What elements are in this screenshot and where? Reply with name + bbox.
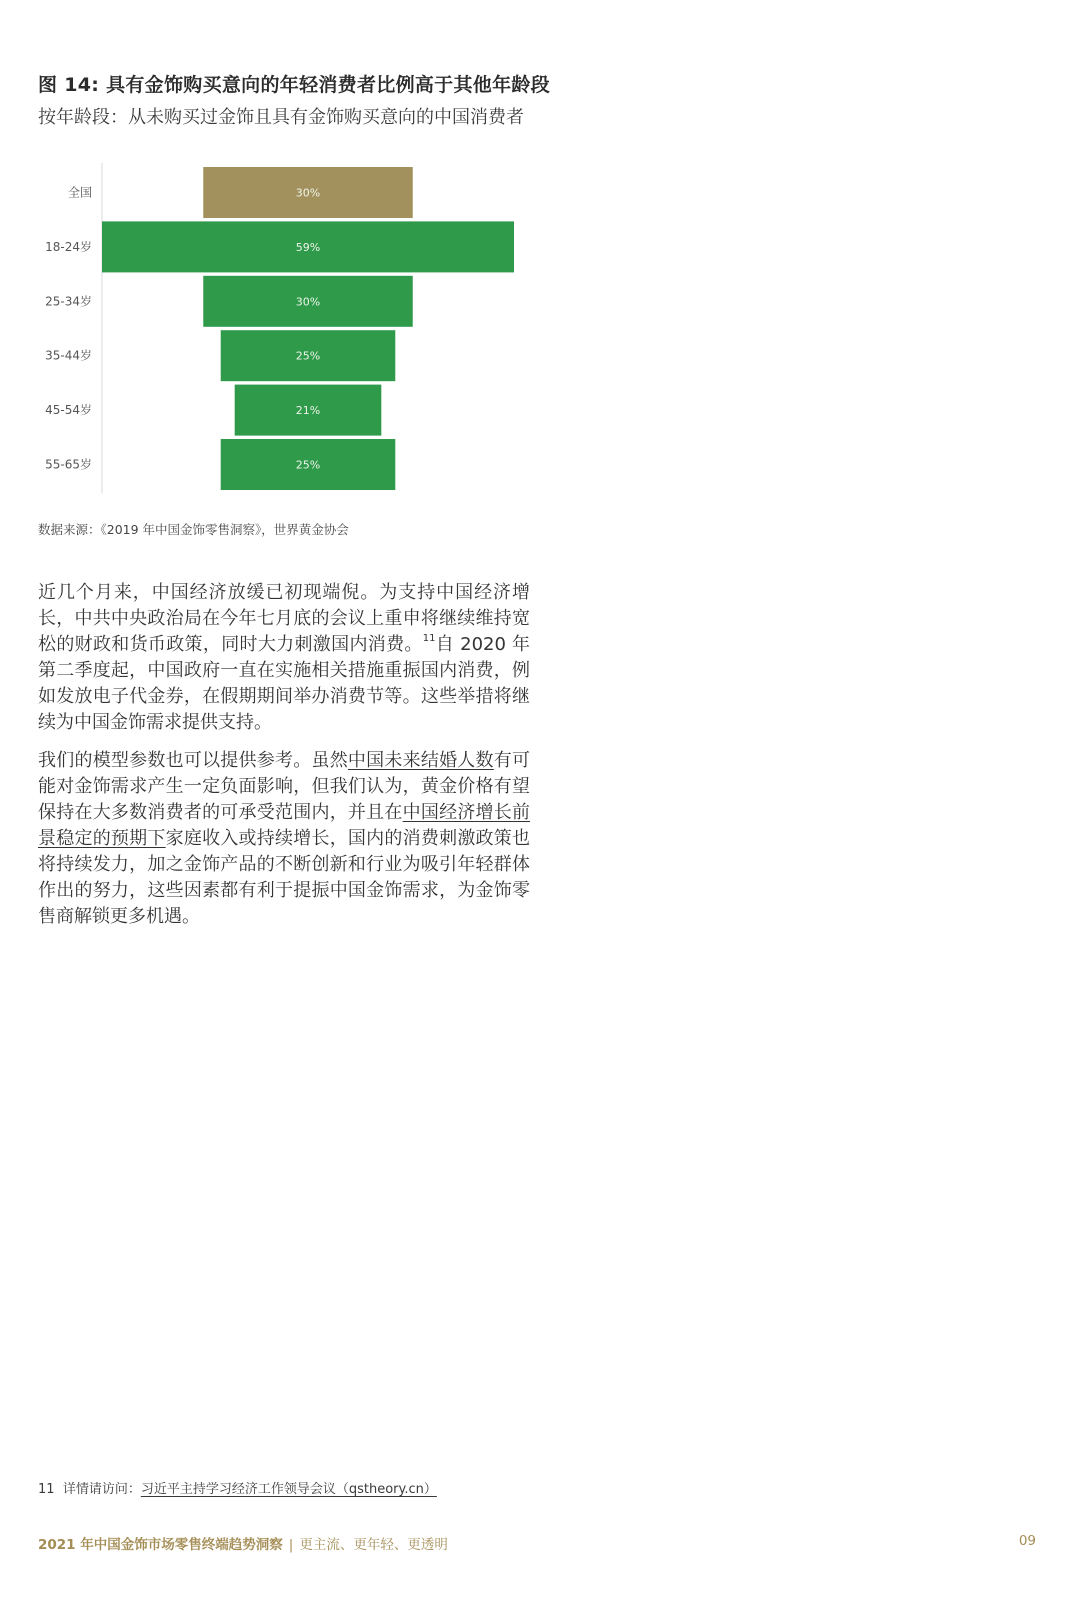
age-funnel-chart xyxy=(30,163,530,495)
para2-text-b: 有可能对金饰需求产生一定负面影响，但我们认为，黄金价格有望保持在大多数消费者的可承受范围内，并且在 xyxy=(38,750,531,823)
para2-text-a: 我们的模型参数也可以提供参考。虽然 xyxy=(38,750,348,771)
footnote xyxy=(38,1478,437,1497)
figure-title: 图 14: 具有金饰购买意向的年轻消费者比例高于其他年龄段 xyxy=(38,74,550,96)
data-source: 数据来源：《2019 年中国金饰零售洞察》，世界黄金协会 xyxy=(38,522,349,537)
page-number: 09 xyxy=(1018,1533,1036,1549)
footnote-ref[interactable]: 11 xyxy=(422,633,436,644)
bar-value-label-0: 30% xyxy=(295,186,321,200)
bar-value-label-4: 21% xyxy=(295,404,321,418)
footnote-link[interactable]: 习近平主持学习经济工作领导会议（qstheory.cn） xyxy=(140,1482,437,1497)
link-economic-outlook[interactable]: 中国经济增长前景稳定的预期下 xyxy=(38,802,531,849)
footnote-label: 详情请访问： xyxy=(62,1482,141,1497)
para1-text-b: 自 2020 年第二季度起，中国政府一直在实施相关措施重振国内消费，例如发放电子代金券，在假期期间举办消费节等。这些举措将继续为中国金饰需求提供支持。 xyxy=(38,634,530,733)
paragraph-1 xyxy=(38,580,530,736)
category-label-0: 全国 xyxy=(67,185,92,200)
para2-text-c: 家庭收入或持续增长，国内的消费刺激政策也将持续发力，加之金饰产品的不断创新和行业为吸引年轻群体作出的努力，这些因素都有利于提振中国金饰需求，为金饰零售商解锁更多机遇。 xyxy=(38,828,531,927)
page-footer xyxy=(38,1533,448,1553)
link-future-marriages[interactable]: 中国未来结婚人数 xyxy=(347,750,494,771)
bar-value-label-1: 59% xyxy=(295,240,321,254)
category-label-5: 55-65岁 xyxy=(45,457,92,472)
footnote-number: 11 xyxy=(38,1482,55,1497)
footer-separator: | xyxy=(288,1537,294,1553)
category-label-3: 35-44岁 xyxy=(45,348,92,363)
category-label-2: 25-34岁 xyxy=(45,294,92,309)
category-label-4: 45-54岁 xyxy=(45,403,92,418)
footer-report-title: 2021 年中国金饰市场零售终端趋势洞察 xyxy=(38,1537,283,1553)
category-label-1: 18-24岁 xyxy=(45,239,92,254)
bar-value-label-3: 25% xyxy=(295,349,321,363)
paragraph-2 xyxy=(38,748,530,930)
figure-subtitle: 按年龄段：从未购买过金饰且具有金饰购买意向的中国消费者 xyxy=(38,107,524,128)
bar-value-label-5: 25% xyxy=(295,458,321,472)
footer-tagline: 更主流、更年轻、更透明 xyxy=(299,1537,448,1553)
para1-text-a: 近几个月来，中国经济放缓已初现端倪。为支持中国经济增长，中共中央政治局在今年七月底的会议上重申将继续维持宽松的财政和货币政策，同时大力刺激国内消费。 xyxy=(38,582,530,655)
bar-value-label-2: 30% xyxy=(295,295,321,309)
